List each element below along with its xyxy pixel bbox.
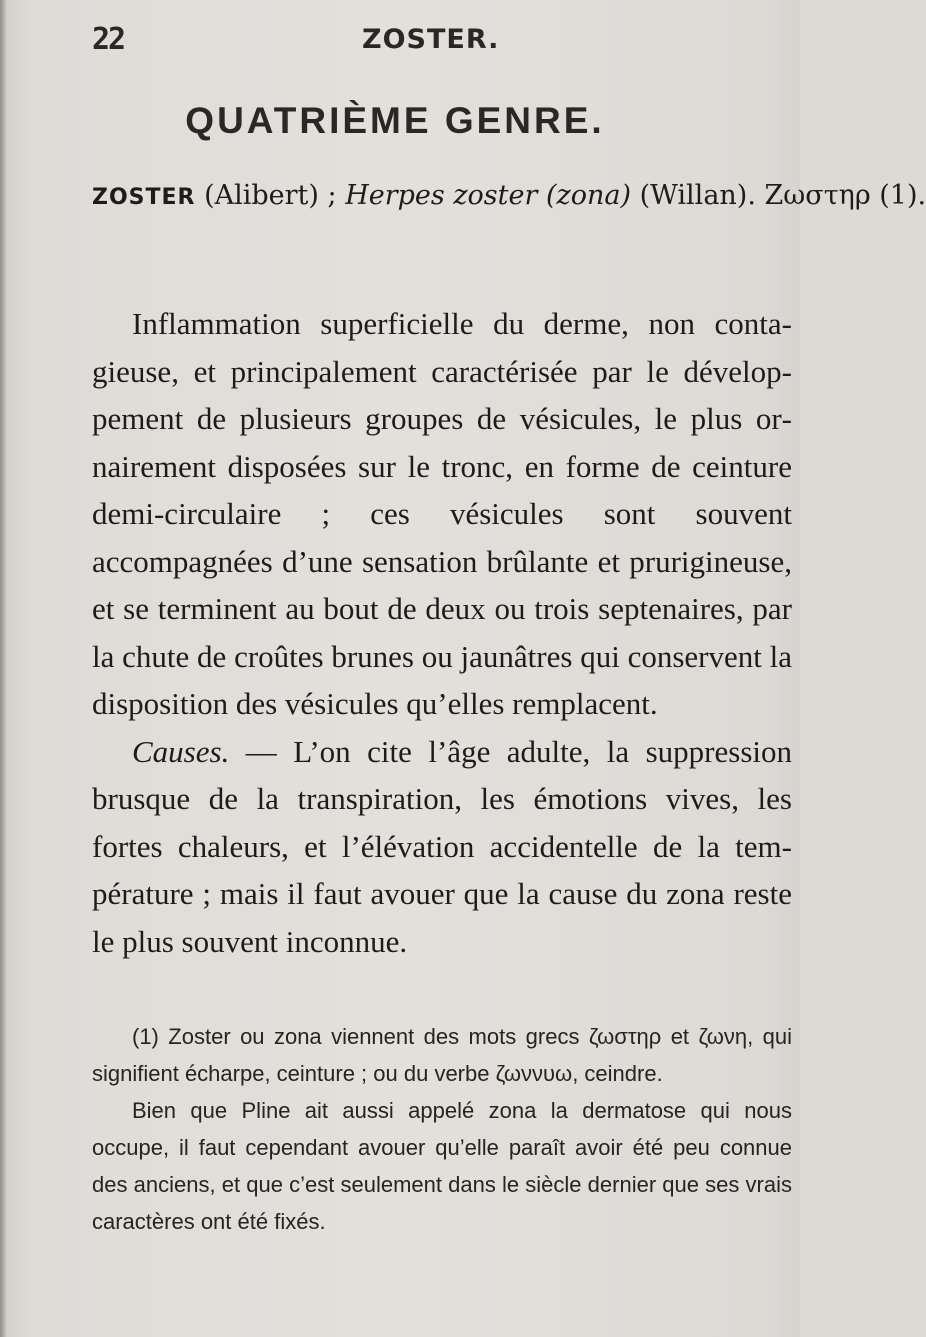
section-title: QUATRIÈME GENRE. [185, 100, 605, 141]
causes-text: — L’on cite l’âge adulte, la suppression brusque de la transpiration, les émotions vives, les fortes chaleurs, et l’élévation accidentelle de la température ; mais il faut avouer que la cause du zona reste le plus souvent inconnue. [92, 733, 792, 959]
footnote [92, 1018, 792, 1240]
footnote-etymology: (1) Zoster ou zona viennent des mots grecs ζωστηρ et ζωνη, qui signifient écharpe, ceinture ; ou du verbe ζωννυω, ceindre. [92, 1024, 792, 1086]
synonym-author-alibert: (Alibert) ; [195, 180, 346, 211]
causes-paragraph [92, 728, 792, 966]
synonym-author-willan: (Willan). Ζωστηρ (1). [631, 180, 926, 211]
synonym-herpes-zoster: Herpes zoster (zona) [345, 180, 632, 211]
page-number: 22 [92, 22, 125, 57]
body-text [92, 300, 792, 965]
page-header [0, 20, 800, 70]
causes-label: Causes. [132, 733, 230, 769]
synonyms-line [92, 180, 926, 211]
footnote-history: Bien que Pline ait aussi appelé zona la dermatose qui nous occupe, il faut cependant avouer qu’elle paraît avoir été peu connue des anciens, et que c’est seulement dans le siècle dernier que ses vrais caractères ont été fixés. [92, 1098, 792, 1234]
binding-edge [0, 0, 6, 1337]
running-head: ZOSTER. [362, 24, 500, 55]
synonym-zoster: ZOSTER [92, 185, 196, 210]
definition-paragraph: Inflammation superficielle du derme, non contagieuse, et principalement caractérisée par le développement de plusieurs groupes de vésicules, le plus ornairement disposées sur le tronc, en forme de ceinture demi-circulaire ; ces vésicules sont souvent accompagnées d’une sensation brûlante et prurigineuse, et se terminent au bout de deux ou trois septenaires, par la chute de croûtes brunes ou jaunâtres qui conservent la disposition des vésicules qu’elles remplacent. [92, 306, 792, 721]
